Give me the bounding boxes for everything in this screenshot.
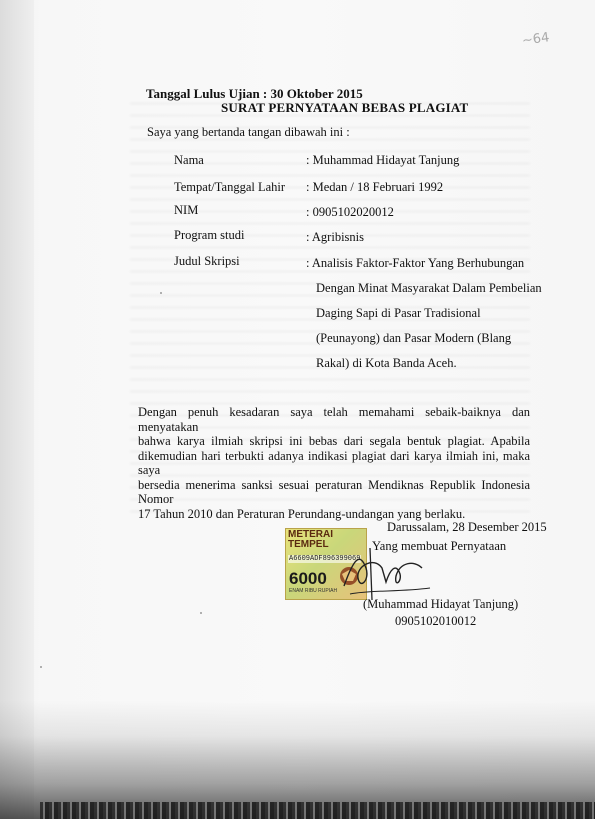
signer-nim: 0905102010012 — [395, 614, 477, 628]
book-spine-shadow — [0, 0, 34, 819]
field-label-judul: Judul Skripsi — [174, 254, 240, 268]
statement-line: bersedia menerima sanksi sesuai peraturan Mendiknas Republik Indonesia Nomor — [138, 477, 530, 506]
stamp-title — [288, 530, 333, 550]
stamp-value: 6000 — [289, 569, 327, 588]
field-value-judul-line-3: Daging Sapi di Pasar Tradisional — [316, 306, 481, 320]
signer-name: (Muhammad Hidayat Tanjung) — [363, 597, 519, 611]
stamp-title-line-2: TEMPEL — [288, 539, 329, 550]
field-label-nama: Nama — [174, 153, 204, 167]
field-value-judul-line-1: : Analisis Faktor-Faktor Yang Berhubungan — [306, 256, 525, 270]
field-value-judul-line-4: (Peunayong) dan Pasar Modern (Blang — [316, 331, 512, 345]
scan-edge-strip — [40, 802, 595, 819]
paper-speck — [40, 666, 42, 668]
statement-line: Dengan penuh kesadaran saya telah memahami sebaik-baiknya dan menyatakan — [138, 405, 530, 434]
paper-speck — [200, 612, 202, 614]
signer-role: Yang membuat Pernyataan — [372, 539, 507, 553]
field-value-judul-line-5: Rakal) di Kota Banda Aceh. — [316, 356, 457, 370]
field-label-ttl: Tempat/Tanggal Lahir — [174, 180, 286, 194]
statement-line: 17 Tahun 2010 dan Peraturan Perundang-undangan yang berlaku. — [138, 506, 466, 521]
document-title: SURAT PERNYATAAN BEBAS PLAGIAT — [221, 100, 469, 115]
statement-line: bahwa karya ilmiah skripsi ini bebas dari segala bentuk plagiat. Apabila — [138, 434, 530, 448]
stamp-title-line-1: METERAI — [288, 529, 333, 540]
corner-page-mark: ~64 — [521, 30, 551, 49]
field-value-nim: : 0905102020012 — [306, 205, 394, 219]
statement-paragraph — [138, 405, 530, 521]
field-label-prodi: Program studi — [174, 228, 245, 242]
signature-place-date: Darussalam, 28 Desember 2015 — [387, 520, 547, 534]
stamp-serial-code: A6609ADF896399069 — [289, 555, 361, 563]
paper-speck — [160, 292, 162, 294]
field-value-prodi: : Agribisnis — [306, 230, 364, 244]
statement-line: dikemudian hari terbukti adanya indikasi plagiat dari karya ilmiah ini, maka saya — [138, 448, 530, 477]
field-value-nama: : Muhammad Hidayat Tanjung — [306, 153, 460, 167]
stamp-value-words: ENAM RIBU RUPIAH — [289, 588, 338, 594]
field-label-nim: NIM — [174, 203, 199, 217]
field-value-ttl: : Medan / 18 Februari 1992 — [306, 180, 444, 194]
graduation-date: Tanggal Lulus Ujian : 30 Oktober 2015 — [146, 86, 363, 101]
field-value-judul-line-2: Dengan Minat Masyarakat Dalam Pembelian — [316, 281, 542, 295]
intro-text: Saya yang bertanda tangan dibawah ini : — [147, 125, 350, 139]
